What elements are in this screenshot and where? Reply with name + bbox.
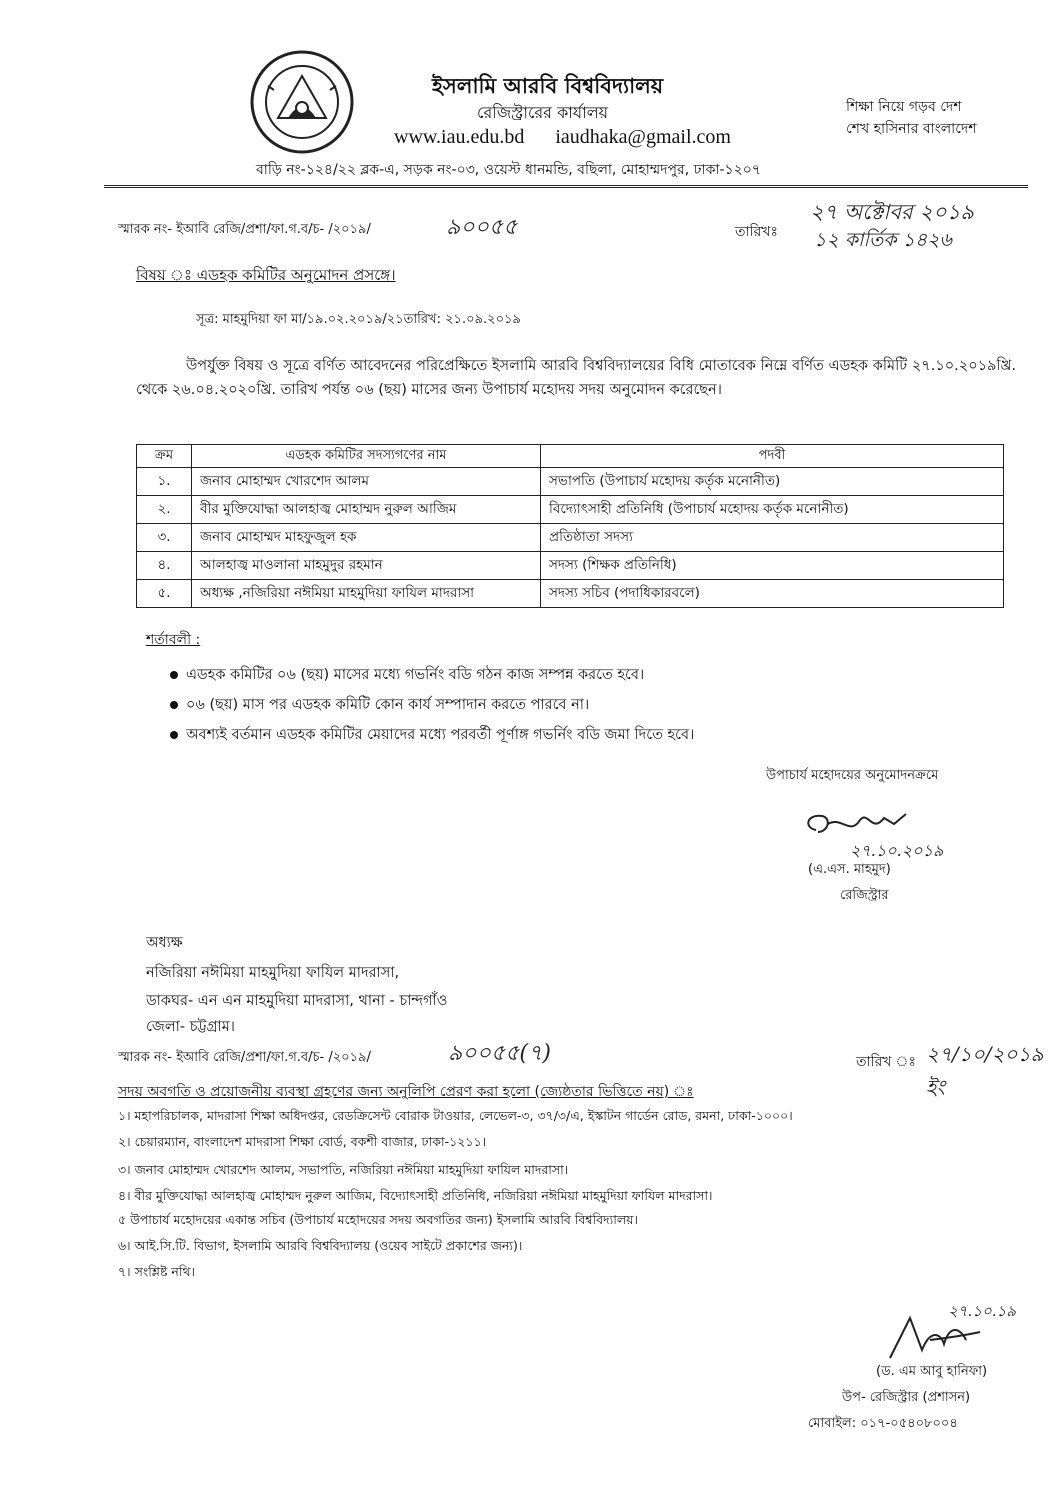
member-serial: ৪.: [137, 552, 192, 580]
member-name: আলহাজ্ব মাওলানা মাহমুদুর রহমান: [192, 552, 541, 580]
website-link[interactable]: www.iau.edu.bd: [394, 126, 525, 148]
date-bangla: ১২ কার্তিক ১৪২৬: [814, 229, 952, 251]
deputy-registrar-mobile: মোবাইল: ০১৭-০৫৪০৮০০৪: [808, 1416, 958, 1431]
member-name: জনাব মোহাম্মদ খোরশেদ আলম: [192, 468, 541, 496]
recipient-line-1: অধ্যক্ষ: [146, 935, 183, 951]
table-row: [137, 552, 1004, 580]
deputy-registrar-name: (ড. এম আবু হানিফা): [876, 1364, 988, 1379]
memo2-ref-number: ৯০০৫৫(৭): [448, 1041, 551, 1066]
recipient-line-2: নজিরিয়া নঈমিয়া মাহমুদিয়া ফাযিল মাদরাসা,: [146, 965, 400, 981]
date-label: তারিখঃ: [735, 224, 778, 240]
recipient-line-4: জেলা- চট্টগ্রাম।: [146, 1019, 235, 1035]
member-designation: সদস্য (শিক্ষক প্রতিনিধি): [541, 552, 1004, 580]
university-logo: [248, 48, 356, 156]
memo2-date-label: তারিখ ঃ: [856, 1054, 916, 1070]
condition-item: [170, 664, 644, 688]
conditions-heading: শর্তাবলী :: [146, 632, 201, 648]
table-row: [137, 468, 1004, 496]
condition-item: [170, 694, 589, 718]
copies-heading: সদয় অবগতি ও প্রয়োজনীয় ব্যবস্থা গ্রহণের জন্য অনুলিপি প্রেরণ করা হলো (জ্যেষ্ঠতার ভিত্তিতে নয়) ঃ: [118, 1084, 694, 1100]
column-header-serial: ক্রম: [137, 445, 192, 468]
source-line: সূত্র: মাহমুদিয়া ফা মা/১৯.০২.২০১৯/২১তারিখ: ২১.০৯.২০১৯: [196, 312, 521, 327]
memo2-date: ২৭/১০/২০১৯ ইং: [926, 1042, 1044, 1099]
bullet-icon: [170, 671, 178, 679]
member-name: বীর মুক্তিযোদ্ধা আলহাজ্ব মোহাম্মদ নুরুল আজিম: [192, 496, 541, 524]
office-name: রেজিস্ট্রারের কার্যালয়: [477, 103, 609, 122]
slogan-line-2: শেখ হাসিনার বাংলাদেশ: [846, 121, 977, 137]
copy-item: ১। মহাপরিচালক, মাদরাসা শিক্ষা অধিদপ্তর, রেডক্রিসেন্ট বোরাক টাওয়ার, লেভেল-৩, ৩৭/৩/এ, ইস্কাটন গার্ডেন রোড, রমনা, ঢাকা-১০০০।: [118, 1108, 793, 1123]
bullet-icon: [170, 701, 178, 709]
body-paragraph: উপর্যুক্ত বিষয় ও সূত্রে বর্ণিত আবেদনের পরিপ্রেক্ষিতে ইসলামি আরবি বিশ্ববিদ্যালয়ের বিধি মোতাবেক নিম্নে বর্ণিত এডহক কমিটি ২৭.১০.২০১৯খ্রি. থেকে ২৬.০৪.২০২০খ্রি. তারিখ পর্যন্ত ০৬ (ছয়) মাসের জন্য উপাচার্য মহোদয় সদয় অনুমোদন করেছেন।: [136, 358, 1016, 398]
copy-item: ২। চেয়ারম্যান, বাংলাদেশ মাদরাসা শিক্ষা বোর্ড, বকশী বাজার, ঢাকা-১২১১।: [118, 1134, 487, 1149]
member-serial: ৫.: [137, 580, 192, 608]
memo-ref-number: ৯০০৫৫: [446, 215, 518, 240]
registrar-signature-date: ২৭.১০.২০১৯: [850, 841, 944, 860]
slogan-line-1: শিক্ষা নিয়ে গড়ব দেশ: [846, 99, 962, 115]
web-contact: [394, 126, 757, 149]
header-divider: [104, 185, 1028, 188]
email-link[interactable]: iaudhaka@gmail.com: [555, 126, 731, 148]
registrar-designation: রেজিস্ট্রার: [840, 888, 889, 903]
table-row: [137, 580, 1004, 608]
deputy-registrar-signature-date: ২৭.১০.১৯: [948, 1302, 1016, 1320]
copy-item: ৫ উপাচার্য মহোদয়ের একান্ত সচিব (উপাচার্য মহোদয়ের সদয় অবগতির জন্য) ইসলামি আরবি বিশ্ববিদ্যালয়।: [118, 1212, 639, 1227]
member-name: অধ্যক্ষ ,নজিরিয়া নঈমিয়া মাহমুদিয়া ফাযিল মাদরাসা: [192, 580, 541, 608]
deputy-registrar-designation: উপ- রেজিস্ট্রার (প্রশাসন): [842, 1390, 971, 1405]
condition-text: ০৬ (ছয়) মাস পর এডহক কমিটি কোন কার্য সম্পাদান করতে পারবে না।: [186, 697, 590, 713]
column-header-designation: পদবী: [541, 445, 1004, 468]
member-name: জনাব মোহাম্মদ মাহফুজুল হক: [192, 524, 541, 552]
university-address: বাড়ি নং-১২৪/২২ ব্লক-এ, সড়ক নং-০৩, ওয়েস্ট ধানমন্ডি, বছিলা, মোহাম্মদপুর, ঢাকা-১২০৭: [256, 162, 761, 178]
copy-item: ৪। বীর মুক্তিযোদ্ধা আলহাজ্ব মোহাম্মদ নুরুল আজিম, বিদ্যোৎসাহী প্রতিনিধি, নজিরিয়া নঈমিয়া মাহমুদিয়া ফাযিল মাদরাসা।: [118, 1188, 713, 1203]
slogan: [846, 96, 976, 140]
member-designation: সভাপতি (উপাচার্য মহোদয় কর্তৃক মনোনীত): [541, 468, 1004, 496]
memo-ref-label: স্মারক নং- ইআবি রেজি/প্রশা/ফা.গ.ব/চ- /২০১৯/: [118, 222, 371, 237]
member-serial: ৩.: [137, 524, 192, 552]
bullet-icon: [170, 731, 178, 739]
subject-line: বিষয় ঃ এডহক কমিটির অনুমোদন প্রসঙ্গে।: [136, 266, 396, 284]
members-table: [136, 444, 1004, 608]
condition-text: অবশ্যই বর্তমান এডহক কমিটির মেয়াদের মধ্যে পরবর্তী পূর্ণাঙ্গ গভর্নিং বডি জমা দিতে হবে।: [186, 727, 695, 743]
memo2-ref-label: স্মারক নং- ইআবি রেজি/প্রশা/ফা.গ.ব/চ- /২০১৯/: [118, 1050, 371, 1065]
member-designation: প্রতিষ্ঠাতা সদস্য: [541, 524, 1004, 552]
member-serial: ১.: [137, 468, 192, 496]
condition-text: এডহক কমিটির ০৬ (ছয়) মাসের মধ্যে গভর্নিং বডি গঠন কাজ সম্পন্ন করতে হবে।: [186, 667, 645, 683]
approval-line: উপাচার্য মহোদয়ের অনুমোদনক্রমে: [766, 768, 939, 783]
table-row: [137, 524, 1004, 552]
copy-item: ৬। আই.সি.টি. বিভাগ, ইসলামি আরবি বিশ্ববিদ্যালয় (ওয়েব সাইটে প্রকাশের জন্য)।: [118, 1238, 523, 1253]
member-serial: ২.: [137, 496, 192, 524]
university-name: ইসলামি আরবি বিশ্ববিদ্যালয়: [432, 74, 664, 98]
table-row: [137, 496, 1004, 524]
copy-item: ৩। জনাব মোহাম্মদ খোরশেদ আলম, সভাপতি, নজিরিয়া নঈমিয়া মাহমুদিয়া ফাযিল মাদরাসা।: [118, 1162, 569, 1177]
condition-item: [170, 724, 694, 748]
copy-item: ৭। সংশ্লিষ্ট নথি।: [118, 1264, 196, 1279]
registrar-name: (এ.এস. মাহমুদ): [808, 862, 891, 877]
table-header-row: [137, 445, 1004, 468]
member-designation: বিদ্যোৎসাহী প্রতিনিধি (উপাচার্য মহোদয় কর্তৃক মনোনীত): [541, 496, 1004, 524]
column-header-name: এডহক কমিটির সদস্যগণের নাম: [192, 445, 541, 468]
member-designation: সদস্য সচিব (পদাধিকারবলে): [541, 580, 1004, 608]
date-gregorian: ২৭ অক্টোবর ২০১৯: [810, 200, 974, 224]
recipient-line-3: ডাকঘর- এন এন মাহমুদিয়া মাদরাসা, থানা - চান্দগাঁও: [146, 993, 448, 1009]
